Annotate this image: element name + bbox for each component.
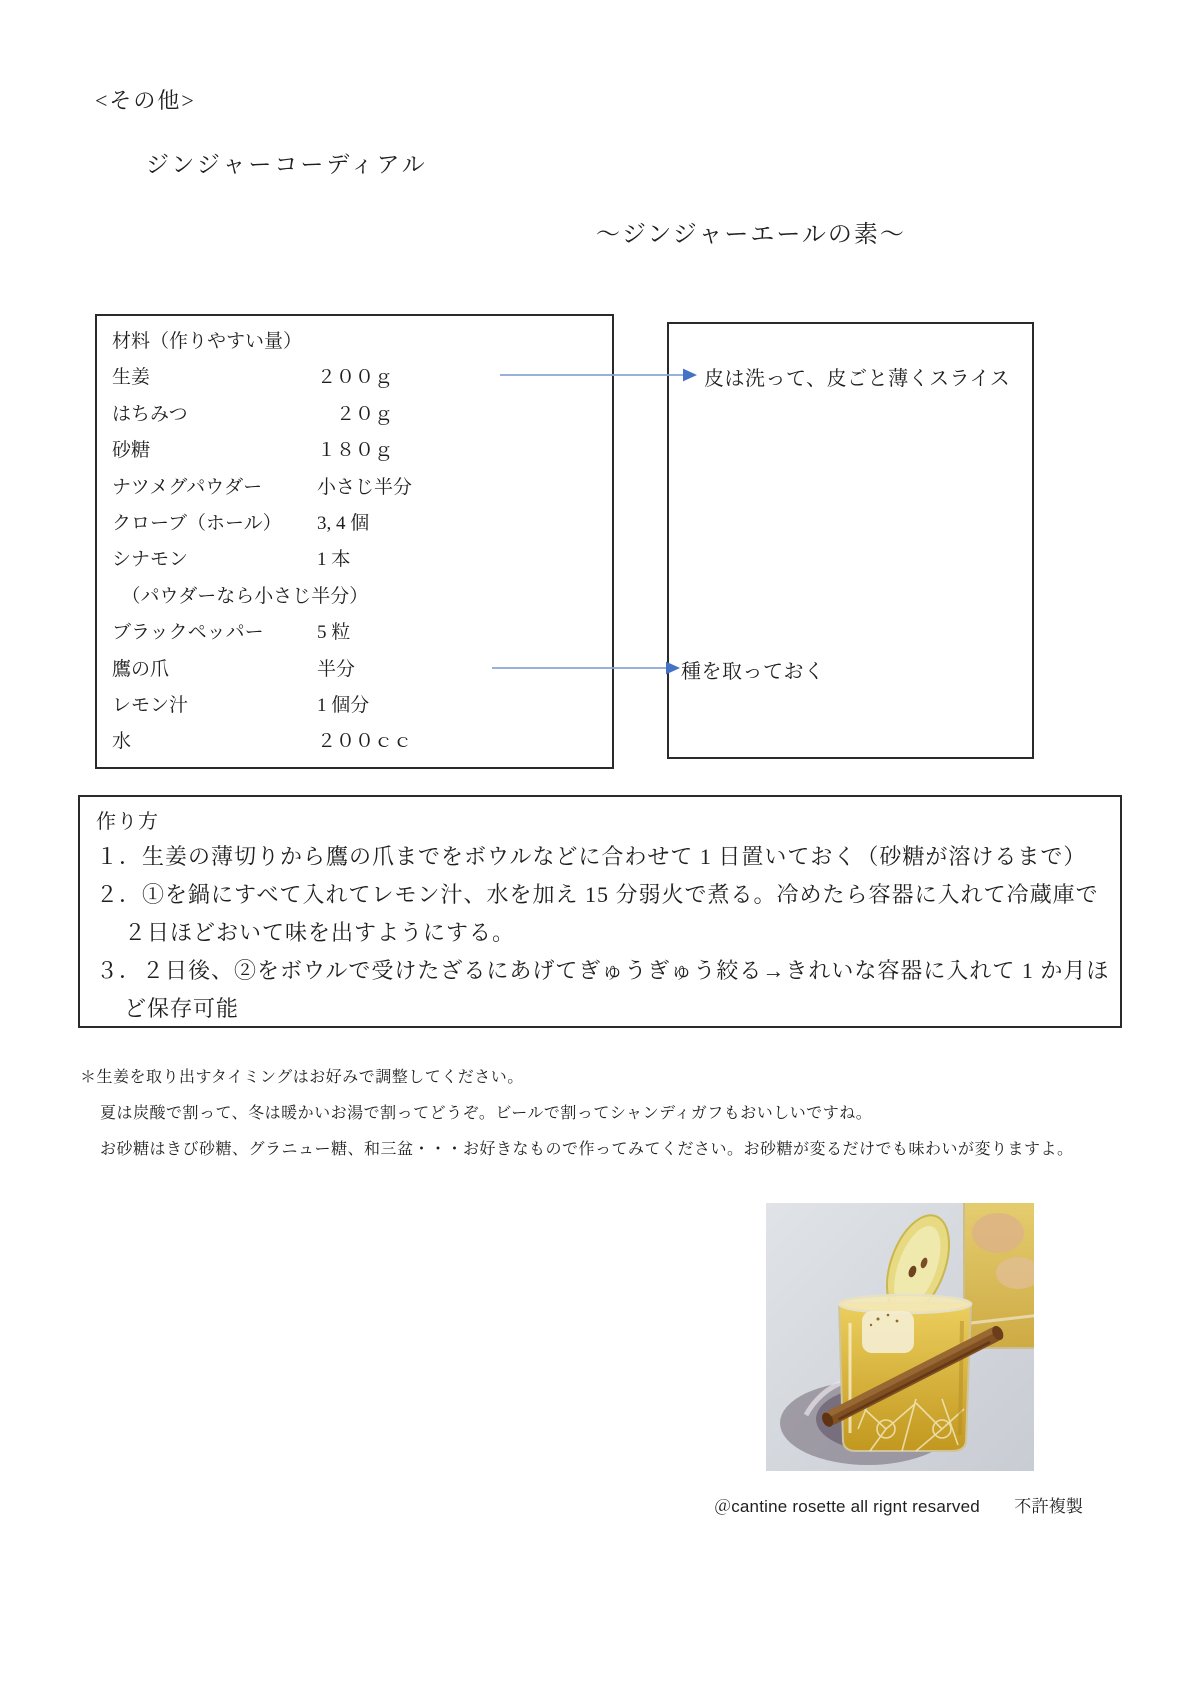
ingredient-amount: 1 個分: [317, 694, 370, 716]
ingredient-name: 水: [112, 731, 132, 753]
recipe-subtitle: ～ジンジャーエールの素～: [596, 222, 906, 248]
footnote-line: お砂糖はきび砂糖、グラニュー糖、和三盆・・・お好きなもので作ってみてください。お砂糖が変るだけでも味わいが変りますよ。: [100, 1141, 1074, 1158]
ingredient-amount: 小さじ半分: [317, 476, 413, 498]
ingredient-name: ナツメグパウダー: [112, 476, 263, 498]
ingredient-row: [112, 542, 612, 578]
ingredient-row: [112, 579, 612, 615]
ingredient-amount: ２００ｇ: [317, 367, 394, 389]
ingredient-amount: 半分: [317, 658, 356, 680]
ingredient-amount: 3, 4 個: [317, 512, 370, 534]
ingredient-name: レモン汁: [112, 694, 189, 716]
ingredients-heading: 材料（作りやすい量）: [112, 331, 303, 352]
ingredient-row: [112, 652, 612, 688]
ingredient-name: はちみつ: [112, 403, 188, 425]
instructions-heading: 作り方: [96, 811, 159, 833]
footnote-line: 夏は炭酸で割って、冬は暖かいお湯で割ってどうぞ。ビールで割ってシャンディガフもおいしいですね。: [100, 1105, 873, 1122]
ingredients-box: [95, 314, 614, 769]
ice-cube: [862, 1311, 914, 1353]
ingredient-row: [112, 615, 612, 651]
instruction-line: ２．①を鍋にすべて入れてレモン汁、水を加え 15 分弱火で煮る。冷めたら容器に入れて冷蔵庫で: [96, 882, 1099, 907]
background-glass: [964, 1203, 1034, 1348]
ingredient-row: [112, 397, 612, 433]
footnote-line: ＊生姜を取り出すタイミングはお好みで調整してください。: [80, 1069, 524, 1086]
ingredient-row: [112, 470, 612, 506]
ingredient-name: 砂糖: [112, 440, 151, 462]
ingredient-name: ブラックペッパー: [112, 622, 264, 644]
ingredient-amount: １８０ｇ: [317, 440, 394, 462]
copyright-text: ＠cantine rosette all rignt resarved 不許複製: [714, 1497, 1084, 1516]
slice-note-text: 皮は洗って、皮ごと薄くスライス: [704, 368, 1011, 390]
instructions-box: [78, 795, 1122, 1028]
footnotes: [80, 1060, 1180, 1168]
ingredient-name: 鷹の爪: [112, 658, 170, 680]
ingredient-row: [112, 688, 612, 724]
instruction-line: ど保存可能: [124, 996, 240, 1021]
instructions-lines: [96, 838, 1108, 1028]
ingredients-rows: [112, 360, 612, 760]
instruction-line: ３．２日後、②をボウルで受けたざるにあげてぎゅうぎゅう絞る→きれいな容器に入れて 1 か月ほ: [96, 958, 1110, 983]
instruction-line: ２日ほどおいて味を出すようにする。: [124, 920, 516, 945]
ingredient-amount: ２０ｇ: [317, 403, 394, 425]
ingredient-amount: 1 本: [317, 549, 351, 571]
ingredient-row: [112, 360, 612, 396]
ingredient-row: [112, 724, 612, 760]
ingredient-amount: 5 粒: [317, 622, 351, 644]
ingredient-row: [112, 506, 612, 542]
recipe-title: ジンジャーコーディアル: [146, 152, 428, 177]
section-heading: <その他>: [95, 88, 196, 113]
seed-note-text: 種を取っておく: [681, 661, 825, 683]
instruction-line: １．生姜の薄切りから鷹の爪までをボウルなどに合わせて 1 日置いておく（砂糖が溶けるまで）: [96, 844, 1087, 869]
ingredient-name: クローブ（ホール）: [112, 512, 282, 534]
ingredient-amount: ２００ｃｃ: [317, 731, 413, 753]
ingredient-row: [112, 433, 612, 469]
ingredient-name: 生姜: [112, 367, 151, 389]
ingredient-name: （パウダーなら小さじ半分）: [112, 585, 369, 607]
ingredient-name: シナモン: [112, 549, 189, 571]
drink-photo: [766, 1203, 1034, 1471]
